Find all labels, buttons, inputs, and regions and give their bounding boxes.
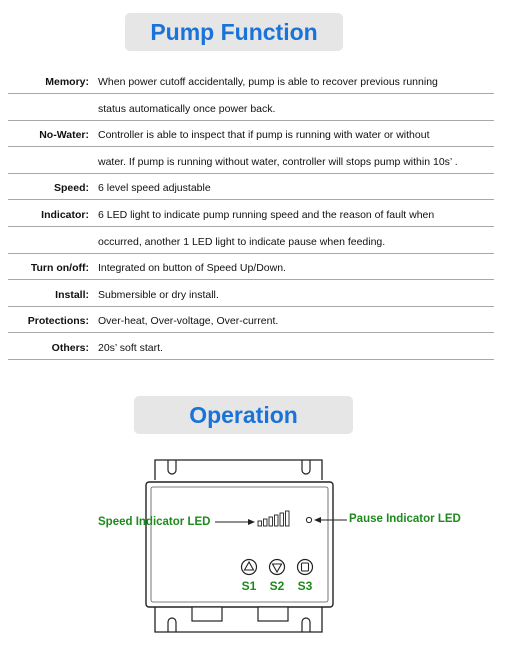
bottom-bracket-slot-left	[168, 618, 176, 632]
spec-row	[8, 94, 494, 121]
spec-text: Integrated on button of Speed Up/Down.	[98, 262, 286, 275]
cable-port-right	[258, 607, 288, 621]
operation-title: Operation	[134, 396, 353, 434]
speed-led	[275, 515, 279, 526]
button-s3[interactable]	[298, 560, 313, 575]
spec-text: 6 LED light to indicate pump running speed and the reason of fault when	[98, 209, 435, 221]
spec-label: Others:	[51, 342, 89, 354]
spec-text: Submersible or dry install.	[98, 288, 219, 301]
pump-function-title: Pump Function	[125, 13, 343, 51]
controller-diagram	[0, 450, 514, 650]
speed-led	[269, 517, 273, 526]
spec-row	[8, 147, 494, 174]
spec-row	[8, 306, 494, 333]
pause-led	[306, 517, 311, 522]
spec-row	[8, 200, 494, 227]
bottom-bracket	[155, 607, 322, 632]
spec-row	[8, 227, 494, 254]
button-s2[interactable]	[270, 560, 285, 575]
top-bracket	[155, 460, 322, 480]
button-s3-label: S3	[297, 579, 313, 593]
spec-row	[8, 173, 494, 200]
spec-text: occurred, another 1 LED light to indicate pause when feeding.	[98, 235, 386, 248]
top-bracket-slot-right	[302, 460, 310, 474]
bottom-bracket-slot-right	[302, 618, 310, 632]
spec-row	[8, 120, 494, 147]
spec-text: When power cutoff accidentally, pump is able to recover previous running	[98, 76, 438, 88]
cable-port-left	[192, 607, 222, 621]
spec-text: 6 level speed adjustable	[98, 182, 211, 195]
spec-text: status automatically once power back.	[98, 102, 276, 115]
top-bracket-slot-left	[168, 460, 176, 474]
spec-text: Controller is able to inspect that if pump is running with water or without	[98, 129, 430, 142]
spec-label: Protections:	[27, 315, 89, 328]
speed-led	[280, 513, 284, 526]
spec-text: water. If pump is running without water, controller will stops pump within 10s’ .	[98, 155, 458, 168]
spec-row	[8, 333, 494, 360]
button-s1[interactable]	[242, 560, 257, 575]
spec-label: Speed:	[53, 182, 89, 195]
spec-row	[8, 253, 494, 280]
spec-label: Memory:	[45, 76, 89, 88]
spec-row	[8, 280, 494, 307]
pause-indicator-callout: Pause Indicator LED	[349, 513, 461, 525]
spec-label: Install:	[55, 288, 89, 301]
spec-label: Turn on/off:	[30, 262, 89, 275]
button-s2-label: S2	[269, 579, 285, 593]
spec-row	[8, 67, 494, 94]
spec-text: Over-heat, Over-voltage, Over-current.	[98, 315, 279, 328]
button-s1-label: S1	[241, 579, 257, 593]
spec-text: 20s’ soft start.	[98, 342, 163, 354]
spec-label: No-Water:	[39, 129, 89, 142]
speed-indicator-callout: Speed Indicator LED	[98, 516, 211, 528]
speed-led	[286, 511, 290, 526]
speed-led	[258, 521, 262, 526]
speed-led	[264, 519, 268, 526]
spec-label: Indicator:	[41, 209, 89, 221]
